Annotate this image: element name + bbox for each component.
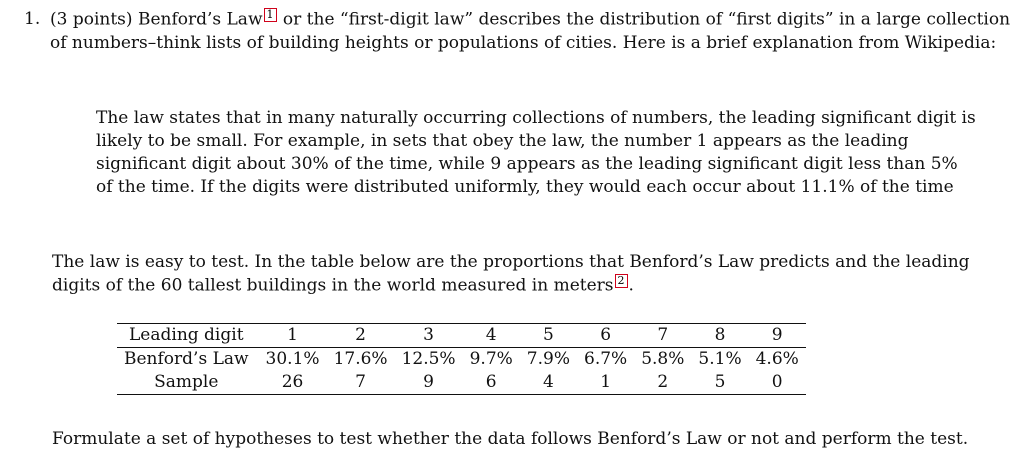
table-cell: 6 [577,324,634,348]
table-cell: 8 [691,324,748,348]
table-cell: 0 [749,371,806,395]
table-cell: 7 [327,371,395,395]
table-cell: 1 [259,324,327,348]
table-row-sample [117,371,806,395]
table-cell: 17.6% [333,349,388,369]
table-cell: 5.8% [641,349,685,369]
question-number: 1. [24,9,41,29]
table-cell: Benford’s Law [124,349,249,369]
question-text [50,8,1014,55]
footnote-2-marker[interactable]: 2 [615,274,628,288]
table-row-benford [117,348,806,372]
benford-table [117,323,806,395]
question-paragraph [24,8,1014,55]
table-cell: 30.1% [265,349,320,369]
table-cell: 1 [577,371,634,395]
table-header-row [117,324,806,348]
test-paragraph [52,251,1012,298]
table-cell: 5 [691,371,748,395]
question-text-a: (3 points) Benford’s Law [50,9,263,30]
final-instruction: Formulate a set of hypotheses to test whether the data follows Benford’s Law or not and perform the test. [52,429,969,449]
table-cell: 2 [634,371,691,395]
table-cell: 26 [259,371,327,395]
question-text-b: or the “first-digit law” describes the distribution of “first digits” in a large collection of numbers–think lists of building heights or populations of cities. Here is a brief explanation from Wikipedia: [50,9,1011,53]
table-cell: Leading digit [117,324,259,348]
table-cell: 6 [463,371,520,395]
table-cell: 4 [463,324,520,348]
table-cell: 9 [395,371,463,395]
table-cell: 5.1% [698,349,742,369]
table-cell: 7.9% [526,349,570,369]
test-paragraph-text-b: . [628,275,634,296]
table-cell: 5 [520,324,577,348]
table-cell: 2 [327,324,395,348]
footnote-1-marker[interactable]: 1 [264,8,277,22]
table-cell: 6.7% [584,349,628,369]
table-cell: 7 [634,324,691,348]
table-cell: 9 [749,324,806,348]
table-cell: 3 [395,324,463,348]
table-cell: 12.5% [401,349,456,369]
table-cell: 4.6% [755,349,799,369]
table-cell: 4 [520,371,577,395]
table-cell: Sample [117,371,259,395]
test-paragraph-text-a: The law is easy to test. In the table below are the proportions that Benford’s Law predicts and the leading digits of the 60 tallest buildings in the world measured in meters [52,252,970,296]
table-cell: 9.7% [469,349,513,369]
wikipedia-quote: The law states that in many naturally occurring collections of numbers, the leading significant digit is likely to be small. For example, in sets that obey the law, the number 1 appears as the leading significant digit about 30% of the time, while 9 appears as the leading significant digit less than 5% of the time. If the digits were distributed uniformly, they would each occur about 11.1% of the time [96,108,976,197]
